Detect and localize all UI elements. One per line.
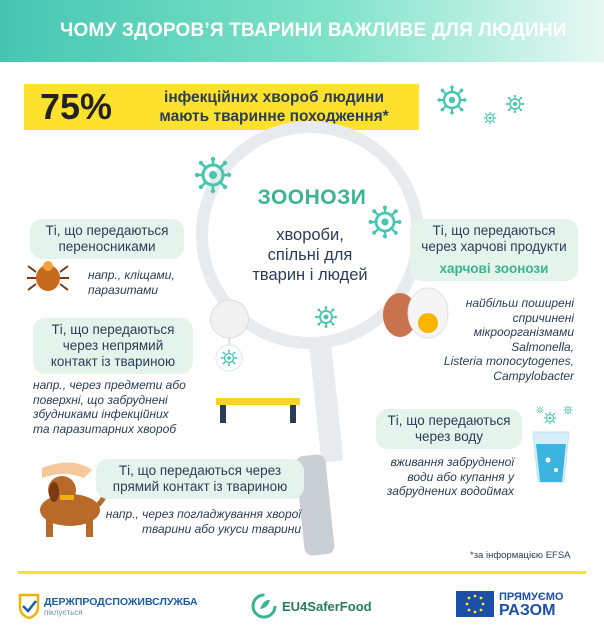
- card-line: Ті, що передаються: [432, 223, 556, 238]
- note-line: збудниками інфекційних: [33, 407, 169, 421]
- note-line: Salmonella,: [511, 339, 574, 354]
- virus-icon: [315, 306, 337, 328]
- direct-contact-card: [96, 459, 304, 499]
- food-note: [430, 296, 574, 383]
- water-glass-icon: [533, 432, 569, 482]
- logo1-text: ДЕРЖПРОДСПОЖИВСЛУЖБА: [44, 595, 198, 608]
- virus-icon: [536, 406, 543, 413]
- logo1-sub: піклується: [44, 607, 83, 617]
- desc-line: тварин і людей: [252, 266, 368, 284]
- virus-icon: [221, 350, 237, 366]
- card-line: через непрямий: [62, 338, 164, 353]
- note-line: води або купання у: [407, 469, 514, 484]
- card-line: через воду: [414, 429, 484, 444]
- virus-icon: [506, 95, 524, 113]
- note-line: поверхні, що забруднені: [33, 392, 168, 407]
- page-title: ЧОМУ ЗДОРОВ’Я ТВАРИНИ ВАЖЛИВЕ ДЛЯ ЛЮДИНИ: [60, 20, 567, 41]
- card-line: Ті, що передаються: [51, 322, 175, 337]
- virus-icon: [484, 112, 497, 125]
- footer-divider: [18, 571, 586, 574]
- card-line: переносниками: [58, 239, 156, 254]
- source-note: *за інформацією EFSA: [470, 550, 571, 561]
- vectors-card: [30, 219, 184, 259]
- virus-icon: [563, 405, 572, 414]
- note-line: та паразитарних хвороб: [33, 421, 177, 436]
- vectors-note: [88, 268, 175, 297]
- card-line: через харчові продукти: [421, 239, 567, 254]
- virus-icon: [195, 157, 231, 193]
- virus-icon: [544, 412, 557, 425]
- note-line: тварини або укуси тварини: [141, 521, 301, 536]
- card-line: контакт із твариною: [50, 354, 176, 369]
- leaf-circle-icon: [250, 592, 278, 620]
- logo2-text: EU4SaferFood: [282, 598, 372, 614]
- note-line: найбільш поширені: [465, 296, 574, 310]
- card-line: Ті, що передаються: [45, 223, 169, 238]
- logo-pryamuyemo-razom: [456, 590, 563, 618]
- stat-value: 75%: [40, 86, 113, 127]
- note-line: напр., через предмети або: [33, 378, 186, 392]
- note-line: забруднених водоймах: [386, 484, 514, 498]
- zoonoses-description: [240, 225, 380, 285]
- stat-line1: інфекційних хвороб людини: [164, 89, 384, 106]
- note-line: напр., кліщами,: [88, 268, 175, 282]
- note-line: спричинені: [512, 310, 574, 325]
- desc-line: спільні для: [267, 246, 353, 264]
- logo3-line1: ПРЯМУЄМО: [499, 591, 564, 603]
- eu-flag-icon: [456, 591, 494, 617]
- tick-icon: [27, 261, 69, 291]
- logo-derzhprodspozhyvsluzhba: [18, 593, 198, 619]
- water-note: [372, 455, 514, 499]
- zoonoses-title: ЗООНОЗИ: [257, 186, 367, 209]
- card-line: прямий контакт із твариною: [112, 479, 288, 494]
- food-zoonoses-label: харчові зоонози: [439, 261, 549, 276]
- indirect-contact-card: [33, 318, 193, 374]
- note-line: Listeria monocytogenes,: [443, 354, 574, 368]
- note-line: Campylobacter: [493, 368, 574, 383]
- note-line: вживання забрудненої: [390, 455, 514, 469]
- bench-icon: [211, 300, 300, 423]
- desc-line: хвороби,: [276, 226, 344, 244]
- note-line: напр., через погладжування хворої: [105, 507, 301, 521]
- direct-note: [103, 507, 301, 536]
- logo-eu4saferfood: [250, 592, 372, 620]
- water-card: [376, 409, 522, 449]
- food-card: [410, 219, 578, 281]
- card-line: Ті, що передаються: [387, 413, 511, 428]
- note-line: паразитами: [88, 282, 159, 297]
- shield-icon: [18, 593, 40, 619]
- note-line: мікроорганізмами: [473, 325, 574, 339]
- stat-line2: мають тваринне походження*: [159, 108, 389, 125]
- indirect-note: [33, 378, 186, 436]
- virus-icon: [437, 85, 466, 114]
- logo3-line2: РАЗОМ: [499, 602, 556, 619]
- card-line: Ті, що передаються через: [118, 463, 282, 478]
